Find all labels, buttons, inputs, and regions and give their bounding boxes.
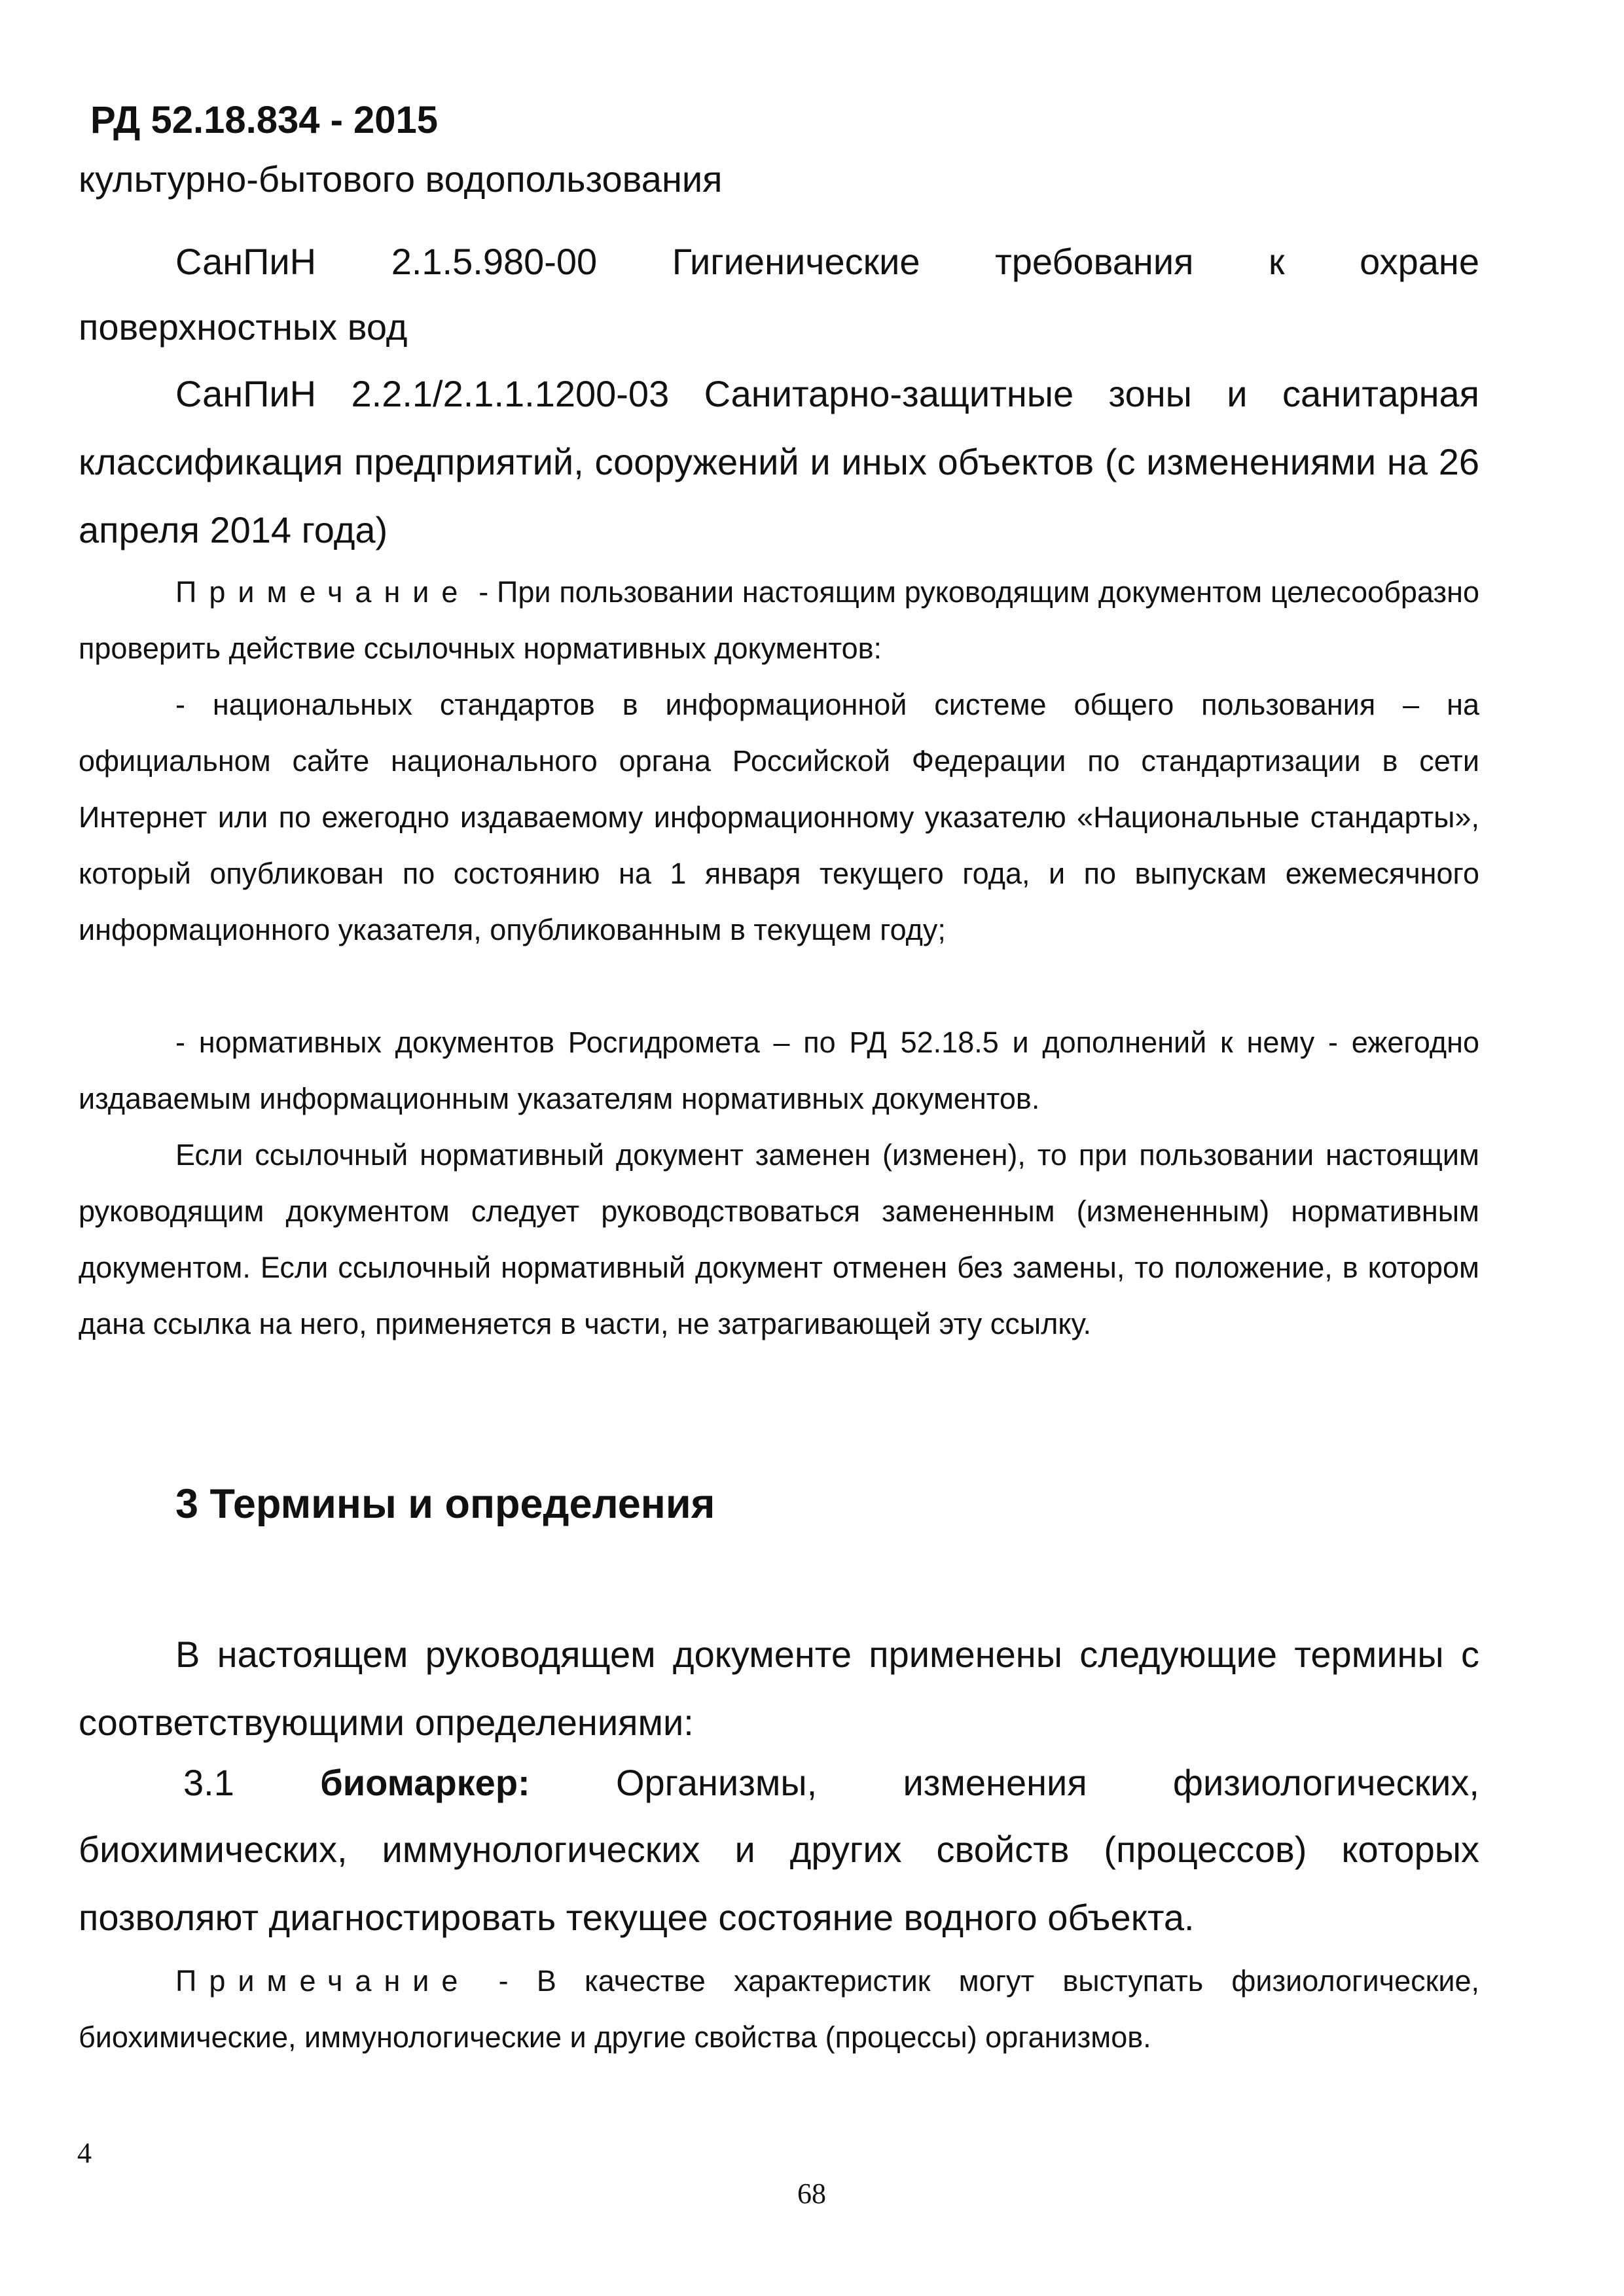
term-3-1-word: Организмы, xyxy=(615,1762,818,1803)
sanpin-1-word: охране xyxy=(1360,241,1479,282)
roshydromet-item: - нормативных документов Росгидромета – по РД 52.18.5 и дополнений к нему - ежегодно издаваемым информационным указателям нормативных документов. xyxy=(79,1026,1479,1115)
sanpin-1-first-line xyxy=(79,228,1479,296)
page-number-center: 68 xyxy=(797,2178,826,2210)
section-3-title: 3 Термины и определения xyxy=(175,1481,715,1527)
replaced-document-paragraph: Если ссылочный нормативный документ заменен (изменен), то при пользовании настоящим руководящим документом следует руководствоваться замененным (измененным) нормативным документом. Если ссылочный нормативный документ отменен без замены, то положение, в котором дана ссылка на него, применяется в части, не затрагивающей эту ссылку. xyxy=(79,1138,1479,1340)
term-3-1-word: изменения xyxy=(903,1762,1087,1803)
term-3-1-word: физиологических, xyxy=(1172,1762,1479,1803)
term-3-1-term: биомаркер: xyxy=(320,1762,530,1803)
sanpin-1-word: Гигиенические xyxy=(672,241,920,282)
sanpin-1-word: к xyxy=(1269,241,1285,282)
sanpin-1-word: СанПиН xyxy=(175,241,317,282)
text-cultural-water-use: культурно-бытового водопользования xyxy=(79,158,723,200)
note-1-paragraph xyxy=(79,564,1479,677)
sanpin-2-paragraph: СанПиН 2.2.1/2.1.1.1200-03 Санитарно-защитные зоны и санитарная классификация предприятий, сооружений и иных объектов (с изменениями на 26 апреля 2014 года) xyxy=(79,373,1479,550)
note-2-text: - В качестве характеристик могут выступать физиологические, биохимические, иммунологические и другие свойства (процессы) организмов. xyxy=(79,1964,1479,2054)
document-code-header: РД 52.18.834 - 2015 xyxy=(90,99,439,141)
term-3-1-number: 3.1 xyxy=(183,1762,234,1803)
note-2-paragraph xyxy=(79,1953,1479,2066)
note-2-label: Примечание xyxy=(175,1964,471,1998)
section-3-intro: В настоящем руководящем документе применены следующие термины с соответствующими определениями: xyxy=(79,1634,1479,1743)
note-1-text: - При пользовании настоящим руководящим документом целесообразно проверить действие ссылочных нормативных документов: xyxy=(79,575,1479,665)
page-number-left: 4 xyxy=(77,2137,92,2169)
sanpin-1-word: 2.1.5.980-00 xyxy=(391,241,598,282)
note-1-label: Примечание xyxy=(175,575,471,609)
sanpin-1-continuation: поверхностных вод xyxy=(79,306,408,348)
sanpin-1-word: требования xyxy=(995,241,1194,282)
term-3-1-first-line xyxy=(79,1749,1479,1817)
term-3-1-definition: биохимических, иммунологических и других свойств (процессов) которых позволяют диагностировать текущее состояние водного объекта. xyxy=(79,1829,1479,1938)
national-standards-item: - национальных стандартов в информационной системе общего пользования – на официальном сайте национального органа Российской Федерации по стандартизации в сети Интернет или по ежегодно издаваемому информационному указателю «Национальные стандарты», который опубликован по состоянию на 1 января текущего года, и по выпускам ежемесячного информационного указателя, опубликованным в текущем году; xyxy=(79,688,1479,946)
